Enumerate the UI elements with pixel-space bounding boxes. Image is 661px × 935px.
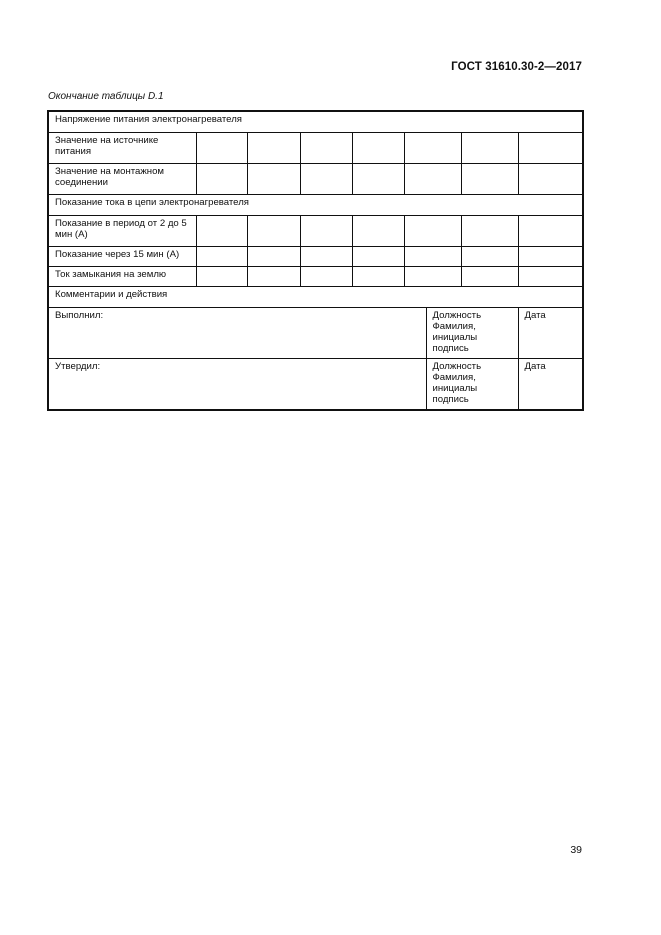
value-cell <box>196 247 247 267</box>
value-cell <box>247 267 300 287</box>
value-cell <box>352 216 404 247</box>
position-label: Должность Фамилия, инициалы подпись <box>426 308 518 359</box>
value-cell <box>461 267 518 287</box>
date-label: Дата <box>518 308 583 359</box>
table-row <box>48 216 583 247</box>
test-record-table <box>47 110 584 411</box>
comments-label: Комментарии и действия <box>48 287 583 308</box>
date-label: Дата <box>518 359 583 411</box>
value-cell <box>247 164 300 195</box>
standard-code: ГОСТ 31610.30-2—2017 <box>451 61 582 73</box>
row-label: Показание через 15 мин (А) <box>48 247 196 267</box>
row-label: Ток замыкания на землю <box>48 267 196 287</box>
value-cell <box>352 247 404 267</box>
value-cell <box>196 267 247 287</box>
section-header <box>48 287 583 308</box>
value-cell <box>518 164 583 195</box>
value-cell <box>518 247 583 267</box>
row-label: Значение на монтажном соединении <box>48 164 196 195</box>
value-cell <box>404 216 461 247</box>
value-cell <box>300 267 352 287</box>
section-header <box>48 195 583 216</box>
value-cell <box>461 216 518 247</box>
row-label: Значение на источнике питания <box>48 133 196 164</box>
value-cell <box>352 164 404 195</box>
value-cell <box>300 247 352 267</box>
signature-row <box>48 359 583 411</box>
value-cell <box>404 267 461 287</box>
value-cell <box>518 133 583 164</box>
value-cell <box>300 164 352 195</box>
value-cell <box>300 133 352 164</box>
value-cell <box>247 216 300 247</box>
table-row <box>48 164 583 195</box>
value-cell <box>196 164 247 195</box>
table-caption: Окончание таблицы D.1 <box>48 91 164 102</box>
position-label: Должность Фамилия, инициалы подпись <box>426 359 518 411</box>
value-cell <box>518 267 583 287</box>
signature-label: Выполнил: <box>48 308 426 359</box>
value-cell <box>404 133 461 164</box>
table-row <box>48 247 583 267</box>
section-title: Показание тока в цепи электронагревателя <box>48 195 583 216</box>
value-cell <box>352 133 404 164</box>
value-cell <box>518 216 583 247</box>
value-cell <box>247 133 300 164</box>
value-cell <box>404 164 461 195</box>
value-cell <box>404 247 461 267</box>
section-header <box>48 111 583 133</box>
value-cell <box>196 133 247 164</box>
value-cell <box>461 247 518 267</box>
table-row <box>48 133 583 164</box>
signature-label: Утвердил: <box>48 359 426 411</box>
value-cell <box>300 216 352 247</box>
value-cell <box>461 133 518 164</box>
value-cell <box>461 164 518 195</box>
page-number: 39 <box>570 844 582 856</box>
section-title: Напряжение питания электронагревателя <box>48 111 583 133</box>
row-label: Показание в период от 2 до 5 мин (А) <box>48 216 196 247</box>
value-cell <box>196 216 247 247</box>
table-row <box>48 267 583 287</box>
value-cell <box>352 267 404 287</box>
signature-row <box>48 308 583 359</box>
value-cell <box>247 247 300 267</box>
